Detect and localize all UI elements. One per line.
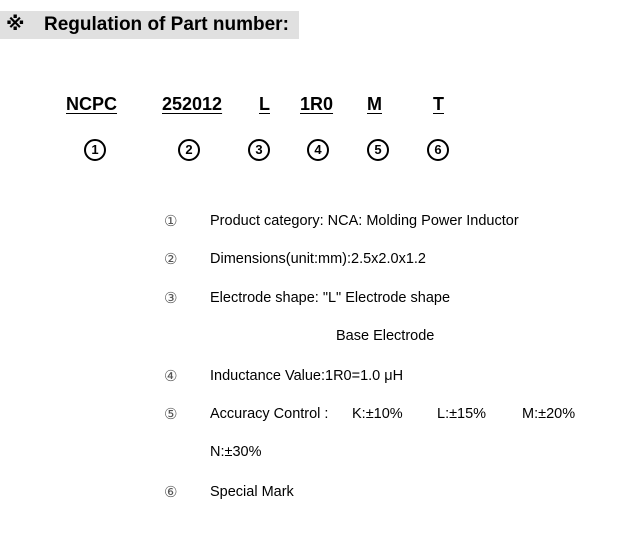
code-number-4: 4	[307, 139, 329, 161]
item-number-1: ①	[164, 212, 178, 230]
section-title: Regulation of Part number:	[44, 14, 289, 35]
code-number-1: 1	[84, 139, 106, 161]
code-number-5: 5	[367, 139, 389, 161]
reference-mark-icon: ※	[6, 14, 25, 35]
item-accuracy-l: L:±15%	[437, 406, 487, 422]
item-number-5: ⑤	[164, 405, 178, 423]
code-m: M	[367, 94, 382, 114]
code-number-3: 3	[248, 139, 270, 161]
code-1r0: 1R0	[300, 94, 334, 114]
item-number-3: ③	[164, 289, 178, 307]
section-heading	[0, 11, 299, 39]
item-accuracy-label: Accuracy Control :	[210, 406, 329, 422]
item-inductance-value: Inductance Value:1R0=1.0 μH	[210, 368, 404, 384]
item-electrode-base: Base Electrode	[336, 328, 435, 344]
item-electrode-shape: Electrode shape: "L" Electrode shape	[210, 290, 451, 306]
item-product-category: Product category: NCA: Molding Power Inductor	[210, 213, 519, 229]
item-accuracy-n: N:±30%	[210, 444, 262, 460]
code-ncpc: NCPC	[66, 94, 118, 114]
code-l: L	[259, 94, 270, 114]
item-dimensions: Dimensions(unit:mm):2.5x2.0x1.2	[210, 251, 426, 267]
item-number-4: ④	[164, 367, 178, 385]
code-number-6: 6	[427, 139, 449, 161]
code-252012: 252012	[162, 94, 223, 114]
item-number-6: ⑥	[164, 483, 178, 501]
item-special-mark: Special Mark	[210, 484, 294, 500]
item-number-2: ②	[164, 250, 178, 268]
item-accuracy-k: K:±10%	[352, 406, 403, 422]
code-number-2: 2	[178, 139, 200, 161]
item-accuracy-m: M:±20%	[522, 406, 576, 422]
code-t: T	[433, 94, 444, 114]
